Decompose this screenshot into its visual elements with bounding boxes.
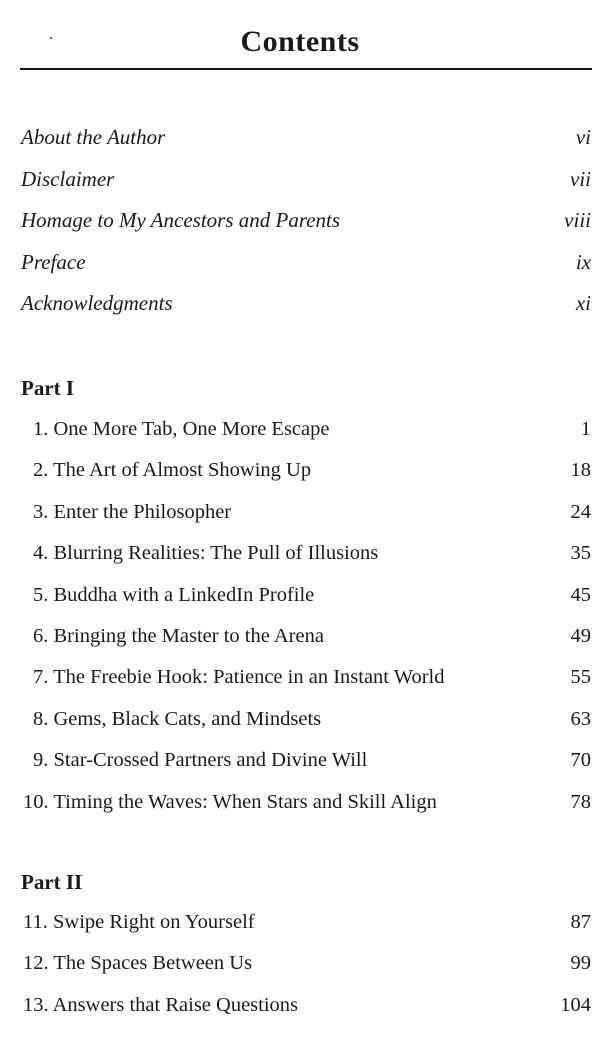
toc-entry-page: xi xyxy=(575,291,591,315)
toc-entry-page: 87 xyxy=(570,911,591,933)
toc-entry-page: 18 xyxy=(570,459,591,482)
toc-entry-title: 3. Enter the Philosopher xyxy=(33,500,232,523)
toc-entry-title: Disclaimer xyxy=(21,166,115,191)
toc-entry-title: 12. The Spaces Between Us xyxy=(23,952,253,975)
toc-entry-title: Homage to My Ancestors and Parents xyxy=(21,208,341,232)
toc-entry[interactable] xyxy=(21,575,591,616)
part-1-chapter-list xyxy=(21,409,591,823)
toc-entry-page: 1 xyxy=(580,418,591,440)
toc-entry-page: vii xyxy=(570,166,591,191)
toc-entry[interactable] xyxy=(21,657,591,698)
toc-entry[interactable] xyxy=(21,902,591,943)
toc-entry-title: 10. Timing the Waves: When Stars and Skill Align xyxy=(23,790,437,813)
toc-entry-page: 45 xyxy=(570,583,591,606)
toc-entry[interactable] xyxy=(21,492,591,533)
page-title: Contents xyxy=(240,25,360,58)
toc-entry-title: 13. Answers that Raise Questions xyxy=(23,993,299,1016)
toc-entry[interactable] xyxy=(21,699,591,740)
toc-entry[interactable] xyxy=(21,283,591,325)
toc-entry-page: 70 xyxy=(570,749,591,772)
toc-entry[interactable] xyxy=(21,200,591,242)
part-2-chapter-list xyxy=(21,902,591,1026)
toc-entry[interactable] xyxy=(21,782,591,823)
part-heading: Part II xyxy=(21,870,83,894)
toc-entry-title: 1. One More Tab, One More Escape xyxy=(33,418,330,440)
toc-entry-page: 63 xyxy=(570,707,591,730)
toc-entry-page: 78 xyxy=(570,790,591,813)
toc-entry-page: 49 xyxy=(570,624,591,647)
toc-entry-title: 7. The Freebie Hook: Patience in an Instant World xyxy=(33,666,445,689)
toc-entry[interactable] xyxy=(21,242,591,284)
title-rule xyxy=(20,68,592,70)
toc-entry-page: 35 xyxy=(570,542,591,565)
toc-entry[interactable] xyxy=(21,117,591,159)
toc-entry-title: 6. Bringing the Master to the Arena xyxy=(33,624,324,647)
toc-entry[interactable] xyxy=(21,985,591,1026)
toc-entry-title: 11. Swipe Right on Yourself xyxy=(23,911,255,933)
toc-entry-title: Preface xyxy=(21,249,86,274)
toc-entry-page: 99 xyxy=(570,952,591,975)
toc-entry-title: About the Author xyxy=(21,125,166,149)
toc-entry-page: viii xyxy=(564,208,591,232)
toc-entry[interactable] xyxy=(21,740,591,781)
toc-entry-page: 104 xyxy=(560,993,591,1016)
toc-entry[interactable] xyxy=(21,159,591,201)
toc-entry-page: 55 xyxy=(570,666,591,689)
front-matter-list xyxy=(21,117,591,325)
toc-entry-title: 4. Blurring Realities: The Pull of Illusions xyxy=(33,542,379,565)
toc-entry-title: Acknowledgments xyxy=(21,291,173,315)
toc-entry[interactable] xyxy=(21,409,591,450)
toc-entry-page: ix xyxy=(575,249,591,274)
toc-entry[interactable] xyxy=(21,943,591,984)
toc-entry-page: vi xyxy=(575,125,591,149)
part-heading: Part I xyxy=(21,376,75,400)
toc-entry-title: 5. Buddha with a LinkedIn Profile xyxy=(33,583,315,606)
toc-entry-title: 9. Star-Crossed Partners and Divine Will xyxy=(33,749,368,772)
toc-entry-page: 24 xyxy=(570,500,591,523)
toc-entry[interactable] xyxy=(21,616,591,657)
toc-entry-title: 8. Gems, Black Cats, and Mindsets xyxy=(33,707,322,730)
toc-entry-title: 2. The Art of Almost Showing Up xyxy=(33,459,312,482)
toc-entry[interactable] xyxy=(21,533,591,574)
toc-entry[interactable] xyxy=(21,450,591,491)
